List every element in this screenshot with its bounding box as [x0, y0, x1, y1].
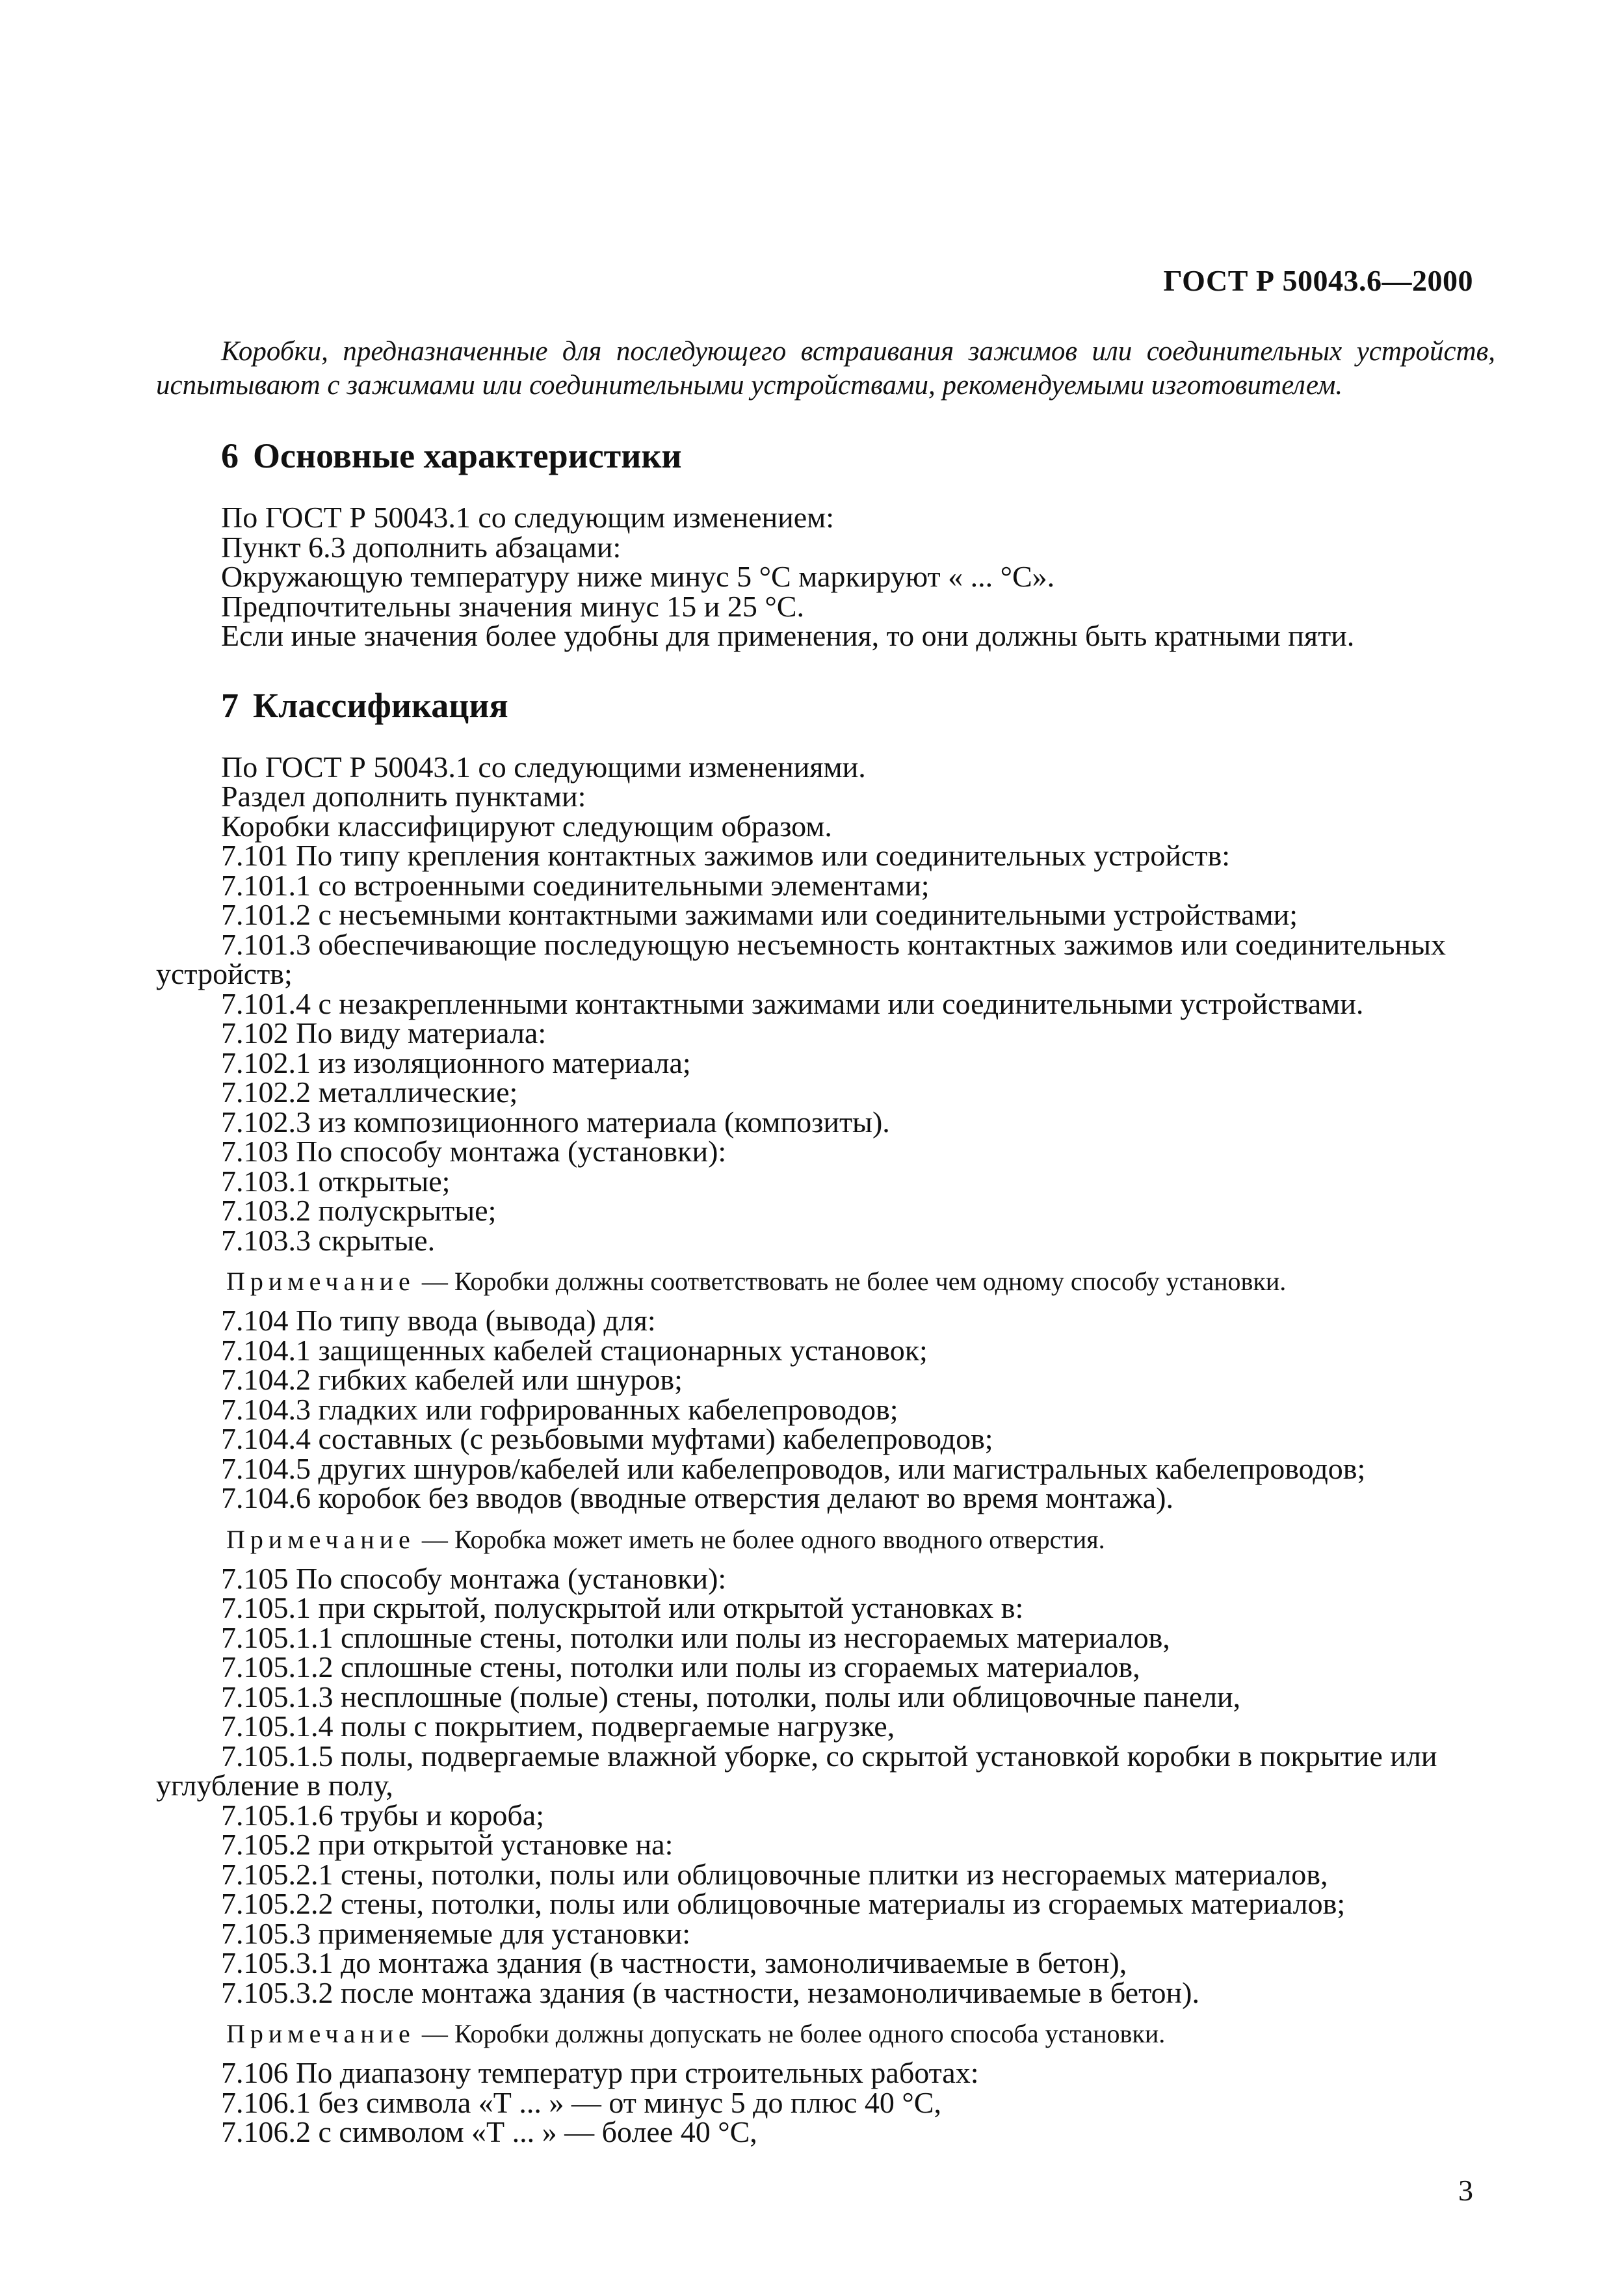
clause-7-104-4: 7.104.4 составных (с резьбовыми муфтами) кабелепроводов; [221, 1422, 993, 1455]
section-6-title: Основные характеристики [253, 436, 682, 475]
section-7-number: 7 [221, 685, 239, 725]
clause-7-105-1-3: 7.105.1.3 несплошные (полые) стены, потолки, полы или облицовочные панели, [221, 1680, 1241, 1713]
text-line: Раздел дополнить пунктами: [221, 780, 586, 813]
note-3 [156, 2018, 1495, 2050]
note-text: — Коробка может иметь не более одного вводного отверстия. [415, 1524, 1105, 1554]
clause-7-106-1: 7.106.1 без символа «Т ... » — от минус 5 до плюс 40 °С, [221, 2085, 941, 2119]
section-7-body [156, 752, 1495, 2147]
clause-7-105: 7.105 По способу монтажа (установки): [221, 1561, 727, 1595]
clause-7-104-6: 7.104.6 коробок без вводов (вводные отверстия делают во время монтажа). [221, 1481, 1173, 1514]
note-2 [156, 1524, 1495, 1556]
clause-7-105-3: 7.105.3 применяемые для установки: [221, 1916, 690, 1950]
clause-7-103-1: 7.103.1 открытые; [221, 1164, 451, 1198]
clause-7-105-3-2: 7.105.3.2 после монтажа здания (в частности, незамоноличиваемые в бетон). [221, 1975, 1199, 2009]
clause-7-104-5: 7.104.5 других шнуров/кабелей или кабелепроводов, или магистральных кабелепроводов; [221, 1451, 1366, 1485]
clause-7-101-3: 7.101.3 обеспечивающие последующую несъемность контактных зажимов или соединительных устройств; [156, 927, 1447, 990]
note-1 [156, 1265, 1495, 1298]
note-label: Примечание [226, 2019, 415, 2048]
clause-7-103: 7.103 По способу монтажа (установки): [221, 1135, 727, 1168]
clause-7-105-2-1: 7.105.2.1 стены, потолки, полы или облицовочные плитки из несгораемых материалов, [221, 1857, 1328, 1891]
text-line: По ГОСТ Р 50043.1 со следующим изменением: [221, 501, 835, 534]
clause-7-104-2: 7.104.2 гибких кабелей или шнуров; [221, 1363, 683, 1396]
clause-7-103-3: 7.103.3 скрытые. [221, 1223, 436, 1257]
text-line: Предпочтительны значения минус 15 и 25 °С. [221, 589, 804, 623]
text-line: Если иные значения более удобны для применения, то они должны быть кратными пяти. [221, 619, 1355, 652]
clause-7-101: 7.101 По типу крепления контактных зажимов или соединительных устройств: [221, 839, 1231, 872]
note-text: — Коробки должны допускать не более одного способа установки. [415, 2019, 1166, 2048]
clause-7-101-4: 7.101.4 с незакрепленными контактными зажимами или соединительными устройствами. [221, 986, 1364, 1020]
clause-7-105-1-4: 7.105.1.4 полы с покрытием, подвергаемые нагрузке, [221, 1709, 895, 1743]
clause-7-106: 7.106 По диапазону температур при строительных работах: [221, 2056, 979, 2089]
clause-7-105-3-1: 7.105.3.1 до монтажа здания (в частности, замоноличиваемые в бетон), [221, 1946, 1127, 1979]
clause-7-105-2-2: 7.105.2.2 стены, потолки, полы или облицовочные материалы из сгораемых материалов; [221, 1887, 1346, 1920]
section-6-number: 6 [221, 436, 239, 475]
intro-paragraph: Коробки, предназначенные для последующего встраивания зажимов или соединительных устройств, испытывают с зажимами или соединительными устройствами, рекомендуемыми изготовителем. [156, 336, 1495, 401]
section-7-title: Классификация [253, 685, 508, 725]
note-text: — Коробки должны соответствовать не более чем одному способу установки. [415, 1267, 1287, 1296]
text-line: Коробки классифицируют следующим образом. [221, 809, 832, 843]
section-7-heading [156, 685, 1495, 726]
section-6-heading [156, 435, 1495, 477]
text-line: Окружающую температуру ниже минус 5 °С маркируют « ... °С». [221, 560, 1055, 593]
document-code: ГОСТ Р 50043.6—2000 [1163, 264, 1473, 297]
clause-7-105-1-5: 7.105.1.5 полы, подвергаемые влажной уборке, со скрытой установкой коробки в покрытие или углубление в полу, [156, 1739, 1437, 1802]
clause-7-103-2: 7.103.2 полускрытые; [221, 1194, 497, 1227]
clause-7-104-3: 7.104.3 гладких или гофрированных кабелепроводов; [221, 1392, 898, 1426]
note-label: Примечание [226, 1524, 415, 1554]
clause-7-102-2: 7.102.2 металлические; [221, 1076, 518, 1109]
clause-7-102: 7.102 По виду материала: [221, 1016, 547, 1049]
clause-7-105-1-1: 7.105.1.1 сплошные стены, потолки или полы из несгораемых материалов, [221, 1620, 1170, 1654]
clause-7-106-2: 7.106.2 с символом «Т ... » — более 40 °С, [221, 2115, 757, 2148]
note-label: Примечание [226, 1267, 415, 1296]
text-line: Пункт 6.3 дополнить абзацами: [221, 530, 622, 564]
clause-7-101-1: 7.101.1 со встроенными соединительными элементами; [221, 868, 930, 902]
section-6-body [156, 503, 1495, 651]
page-number: 3 [1458, 2174, 1473, 2207]
clause-7-102-3: 7.102.3 из композиционного материала (композиты). [221, 1105, 890, 1139]
clause-7-105-1: 7.105.1 при скрытой, полускрытой или открытой установках в: [221, 1591, 1024, 1624]
clause-7-105-1-6: 7.105.1.6 трубы и короба; [221, 1798, 544, 1832]
clause-7-102-1: 7.102.1 из изоляционного материала; [221, 1046, 691, 1079]
clause-7-104: 7.104 По типу ввода (вывода) для: [221, 1304, 656, 1337]
clause-7-105-1-2: 7.105.1.2 сплошные стены, потолки или полы из сгораемых материалов, [221, 1650, 1140, 1683]
page-content [156, 335, 1495, 2147]
clause-7-105-2: 7.105.2 при открытой установке на: [221, 1828, 674, 1861]
clause-7-104-1: 7.104.1 защищенных кабелей стационарных установок; [221, 1333, 928, 1367]
text-line: По ГОСТ Р 50043.1 со следующими изменениями. [221, 750, 866, 784]
clause-7-101-2: 7.101.2 с несъемными контактными зажимами или соединительными устройствами; [221, 898, 1298, 931]
